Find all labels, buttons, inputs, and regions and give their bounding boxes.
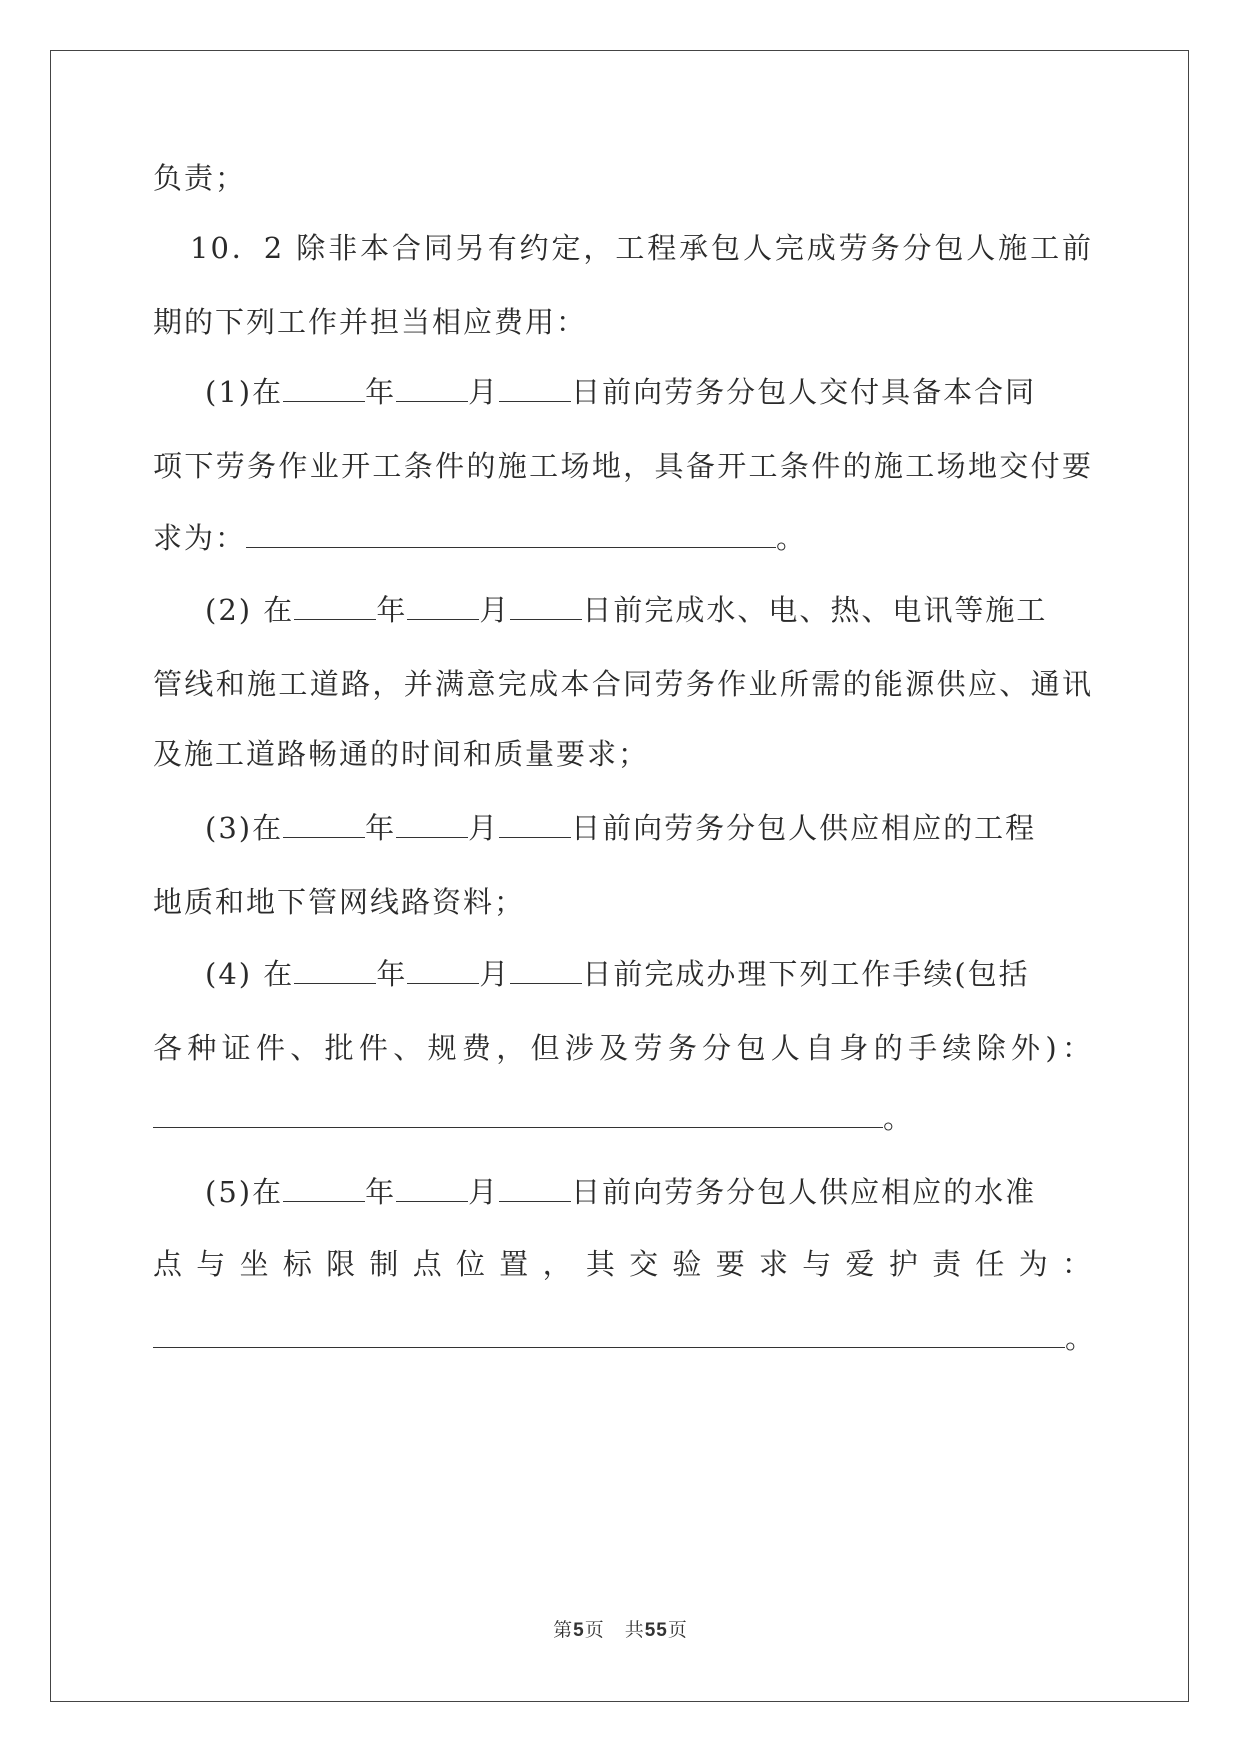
text-line-3: 期的下列工作并担当相应费用：	[153, 305, 588, 339]
month-label: 月	[468, 811, 500, 845]
item-1-text: 日前向劳务分包人交付具备本合同	[571, 375, 1037, 409]
text-line-9: 及施工道路畅通的时间和质量要求；	[153, 737, 650, 771]
text-line-1: 负责；	[153, 161, 247, 195]
month-blank[interactable]	[407, 593, 479, 620]
page-footer	[0, 1615, 1241, 1642]
footer-suffix: 页	[667, 1619, 688, 1641]
day-blank[interactable]	[510, 593, 582, 620]
year-label: 年	[365, 1175, 397, 1209]
month-blank[interactable]	[407, 957, 479, 984]
month-label: 月	[468, 1175, 500, 1209]
page-frame	[50, 50, 1189, 1702]
period-mark: 。	[776, 521, 808, 555]
month-label: 月	[468, 375, 500, 409]
day-blank[interactable]	[510, 957, 582, 984]
requirement-label: 求为：	[153, 521, 247, 555]
item-1-line	[205, 372, 1145, 412]
item-3-label: (3)在	[205, 811, 284, 845]
item-4-requirement-line	[153, 1098, 1093, 1138]
year-label: 年	[365, 811, 397, 845]
year-label: 年	[376, 957, 408, 991]
year-blank[interactable]	[283, 1175, 365, 1202]
total-pages-number: 55	[644, 1620, 668, 1641]
current-page-number: 5	[573, 1620, 585, 1641]
item-4-label: (4) 在	[205, 957, 295, 991]
text-line-16: 点与坐标限制点位置，其交验要求与爱护责任为：	[153, 1247, 1093, 1281]
period-mark: 。	[883, 1101, 915, 1135]
responsibility-blank[interactable]	[153, 1321, 1065, 1348]
text-line-13: 各种证件、批件、规费，但涉及劳务分包人自身的手续除外)：	[153, 1031, 1093, 1065]
text-line-11: 地质和地下管网线路资料；	[153, 885, 526, 919]
item-5-line	[205, 1172, 1145, 1212]
item-3-text: 日前向劳务分包人供应相应的工程	[571, 811, 1037, 845]
text-line-8: 管线和施工道路，并满意完成本合同劳务作业所需的能源供应、通讯	[153, 667, 1093, 701]
month-blank[interactable]	[396, 1175, 468, 1202]
year-blank[interactable]	[283, 375, 365, 402]
year-blank[interactable]	[283, 811, 365, 838]
period-mark: 。	[1065, 1321, 1097, 1355]
item-5-label: (5)在	[205, 1175, 284, 1209]
month-label: 月	[479, 957, 511, 991]
text-line-5: 项下劳务作业开工条件的施工场地，具备开工条件的施工场地交付要	[153, 449, 1093, 483]
day-blank[interactable]	[499, 375, 571, 402]
item-4-text: 日前完成办理下列工作手续(包括	[582, 957, 1030, 991]
item-2-label: (2) 在	[205, 593, 295, 627]
month-blank[interactable]	[396, 375, 468, 402]
month-blank[interactable]	[396, 811, 468, 838]
day-blank[interactable]	[499, 811, 571, 838]
footer-mid: 页 共	[584, 1619, 645, 1641]
procedures-blank[interactable]	[153, 1101, 883, 1128]
footer-prefix: 第	[553, 1619, 574, 1641]
year-label: 年	[376, 593, 408, 627]
item-4-line	[205, 954, 1145, 994]
item-5-text: 日前向劳务分包人供应相应的水准	[571, 1175, 1037, 1209]
clause-10-2-heading: 10．2 除非本合同另有约定，工程承包人完成劳务分包人施工前	[190, 231, 1093, 265]
item-2-line	[205, 590, 1145, 630]
year-blank[interactable]	[294, 593, 376, 620]
month-label: 月	[479, 593, 511, 627]
year-label: 年	[365, 375, 397, 409]
requirement-blank[interactable]	[246, 521, 776, 548]
item-5-requirement-line	[153, 1318, 1097, 1358]
item-1-requirement-line	[153, 518, 1093, 558]
item-2-text: 日前完成水、电、热、电讯等施工	[582, 593, 1048, 627]
day-blank[interactable]	[499, 1175, 571, 1202]
year-blank[interactable]	[294, 957, 376, 984]
item-1-label: (1)在	[205, 375, 284, 409]
item-3-line	[205, 808, 1145, 848]
